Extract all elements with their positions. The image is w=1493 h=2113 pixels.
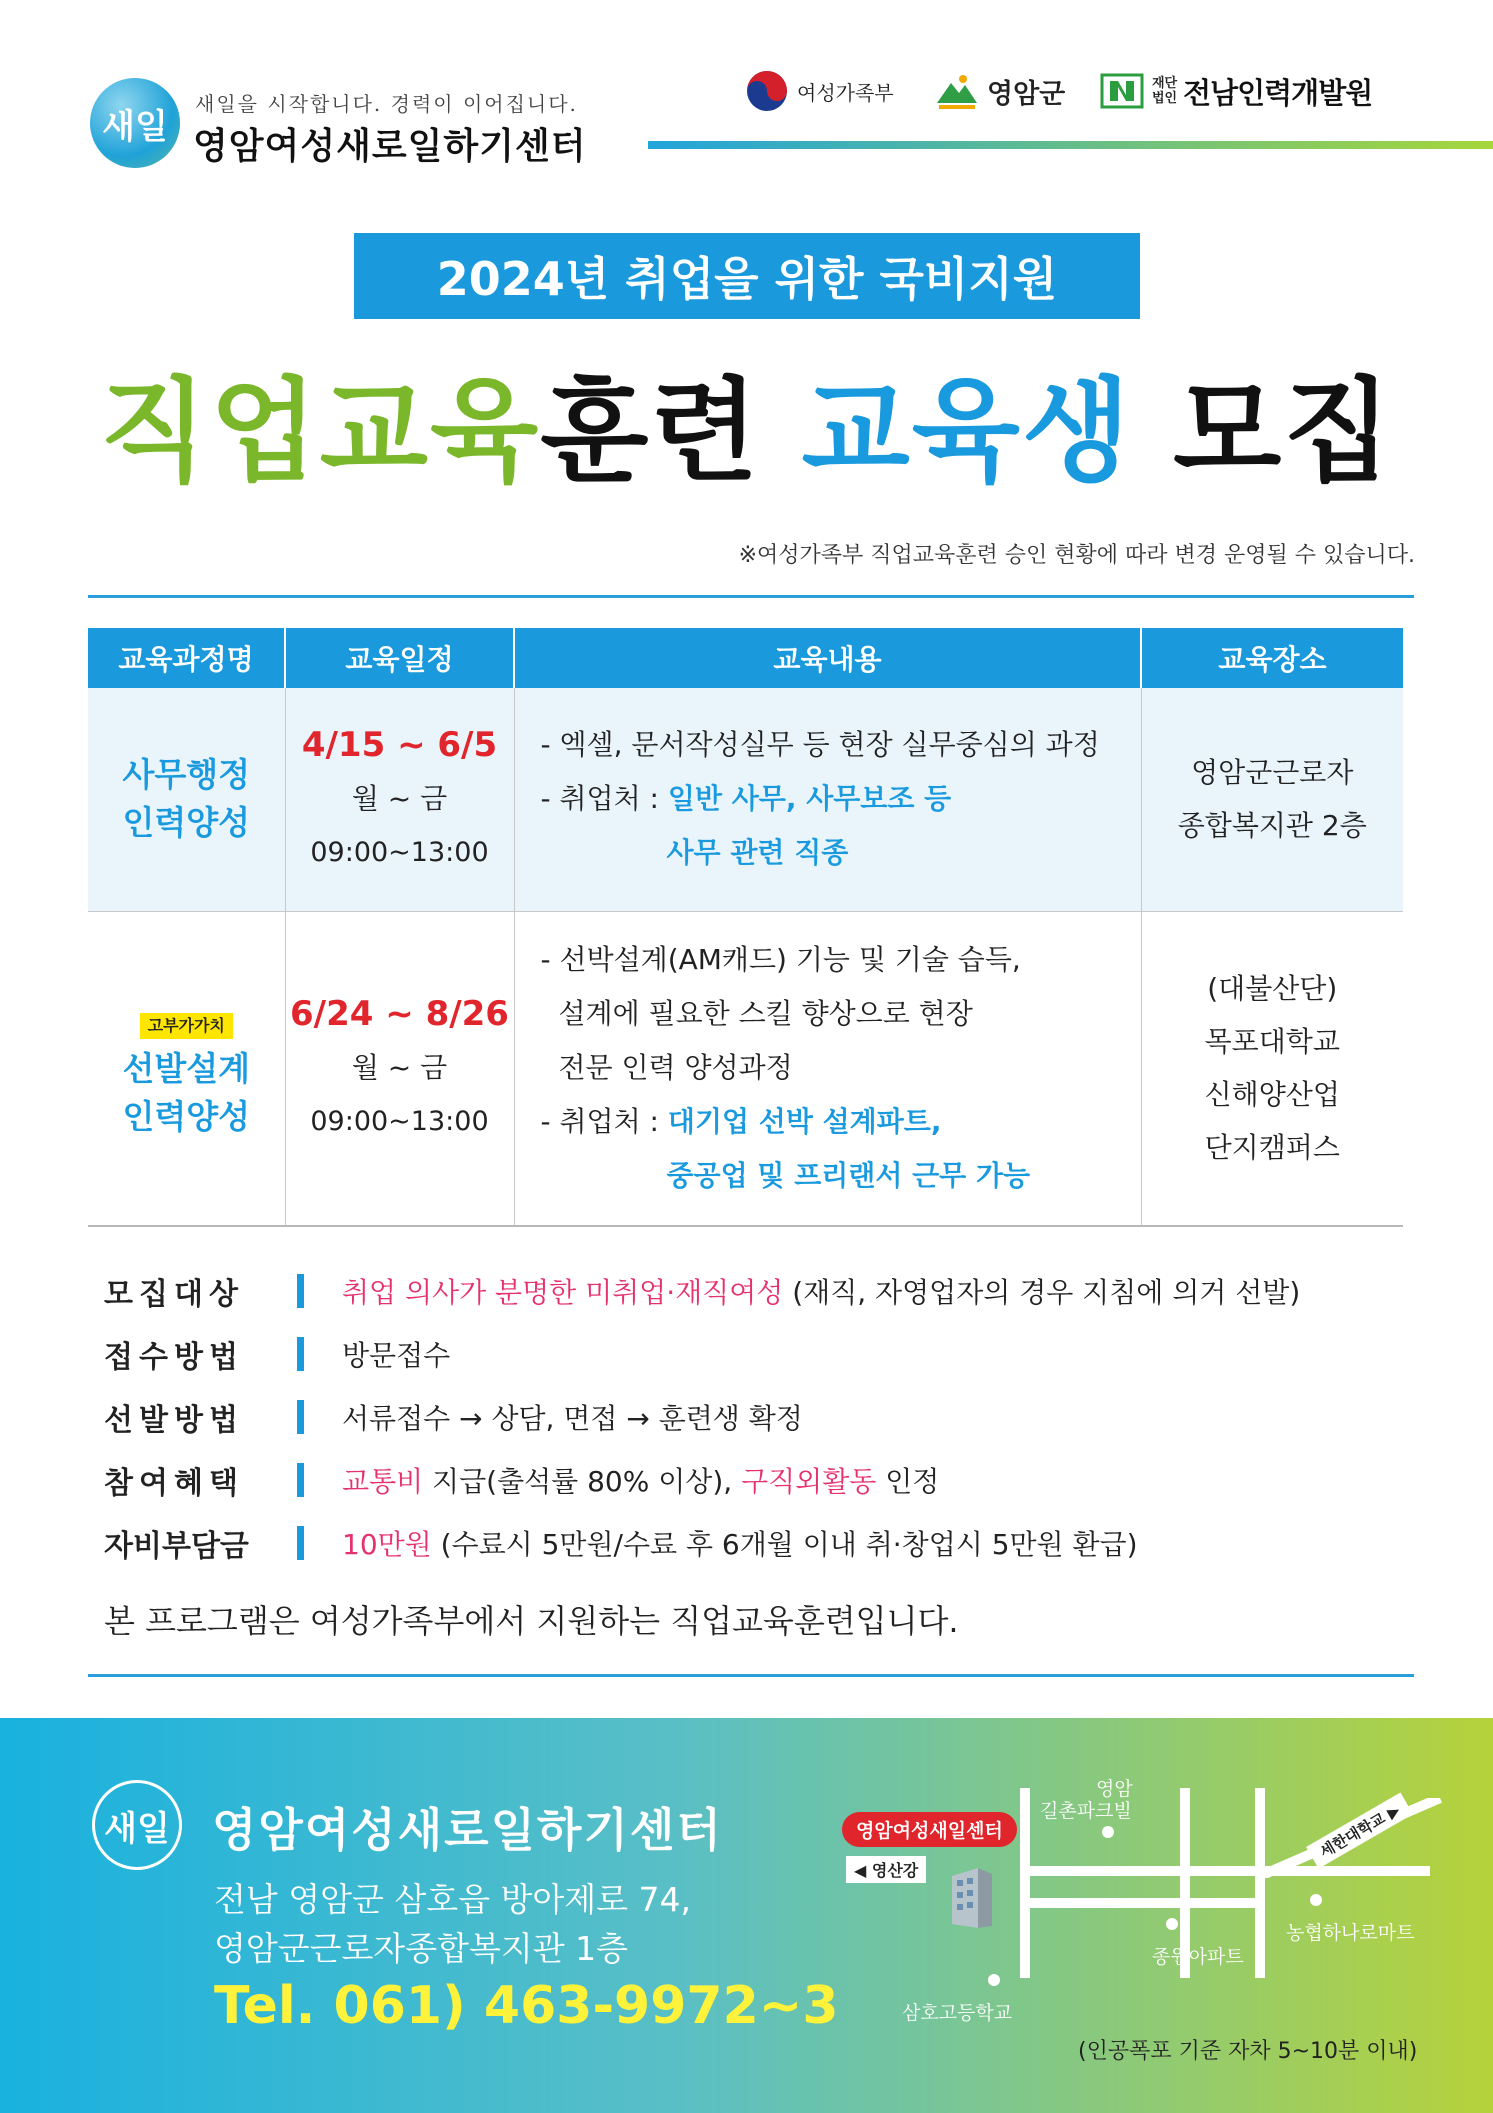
- map-dot: [1310, 1894, 1322, 1906]
- course-table: [88, 628, 1403, 1227]
- footer-center-name: 영암여성새로일하기센터: [212, 1803, 723, 1857]
- header-place: 교육장소: [1141, 628, 1403, 688]
- saeil-logo: [90, 78, 180, 168]
- info-target: 모집대상 취업 의사가 분명한 미취업·재직여성 (재직, 자영업자의 경우 지침에 의거 선발): [104, 1276, 1301, 1312]
- value-tag: 고부가가치: [140, 1013, 233, 1039]
- course-days: 월 ~ 금: [351, 782, 448, 816]
- course-name-cell: 고부가가치 선발설계 인력양성: [88, 911, 285, 1226]
- closing-text: 본 프로그램은 여성가족부에서 지원하는 직업교육훈련입니다.: [104, 1602, 959, 1640]
- footer-phone[interactable]: Tel. 061) 463-9972~3: [214, 1976, 839, 2036]
- footer: [0, 1718, 1493, 2113]
- table-header-row: [88, 628, 1403, 688]
- headline: [0, 362, 1493, 502]
- map-label-yeongam: 영암: [1096, 1778, 1133, 1800]
- map-pin-center: 영암여성새일센터: [842, 1812, 1017, 1847]
- map-direction-university: 세한대학교 ▶: [1306, 1792, 1413, 1868]
- course-time: 09:00~13:00: [310, 837, 489, 869]
- divider-top: [88, 595, 1414, 598]
- map-note: (인공폭포 기준 자차 5~10분 이내): [1078, 2039, 1418, 2064]
- partner-jnhrd-prefix: 재단 법인: [1152, 76, 1178, 106]
- table-row: [88, 911, 1403, 1226]
- map-label-samho-school: 삼호고등학교: [902, 2002, 1013, 2024]
- partner-mogef: [745, 66, 894, 116]
- info-selection: 선발방법 서류접수 → 상담, 면접 → 훈련생 확정: [104, 1402, 803, 1438]
- map-dot: [988, 1974, 1000, 1986]
- headline-part-4: 모집: [1173, 367, 1394, 497]
- headline-part-2: 훈련: [540, 367, 761, 497]
- mountain-icon: [935, 69, 979, 113]
- course-name-cell: 사무행정 인력양성: [88, 688, 285, 911]
- info-cost: 자비부담금 10만원 (수료시 5만원/수료 후 6개월 이내 취·창업시 5만원 환급): [104, 1528, 1138, 1564]
- taegeuk-icon: [745, 69, 789, 113]
- course-time: 09:00~13:00: [310, 1106, 489, 1138]
- header-schedule: 교육일정: [285, 628, 514, 688]
- map-dot: [1166, 1918, 1178, 1930]
- map-road: [1020, 1898, 1265, 1908]
- header-course-name: 교육과정명: [88, 628, 285, 688]
- partner-jnhrd: [1100, 66, 1372, 116]
- header-divider: [648, 141, 1493, 149]
- map-label-nonghyup: 농협하나로마트: [1286, 1922, 1415, 1944]
- place-cell: 영암군근로자 종합복지관 2층: [1141, 688, 1403, 911]
- course-date: 6/24 ~ 8/26: [290, 994, 509, 1035]
- footer-address-line-1: 전남 영암군 삼호읍 방아제로 74,: [214, 1880, 691, 1919]
- partner-mogef-label: 여성가족부: [797, 80, 894, 105]
- headline-part-1: 직업교육: [99, 367, 541, 497]
- location-map: [830, 1778, 1450, 2078]
- partner-yeongam: [935, 66, 1065, 116]
- course-days: 월 ~ 금: [351, 1051, 448, 1085]
- content-cell: - 선박설계(AM캐드) 기능 및 기술 습득, 설계에 필요한 스킬 향상으로 현장 전문 인력 양성과정 - 취업처 : 대기업 선박 설계파트, 중공업 및 프리랜서 근무 가능: [514, 911, 1141, 1226]
- map-direction-west: ◀ 영산강: [846, 1856, 926, 1883]
- map-dot: [1102, 1826, 1114, 1838]
- slogan: 새일을 시작합니다. 경력이 이어집니다.: [195, 92, 578, 116]
- headline-part-3: 교육생: [801, 367, 1133, 497]
- partner-jnhrd-label: 전남인력개발원: [1183, 75, 1373, 110]
- schedule-cell: [285, 911, 514, 1226]
- notice-text: ※여성가족부 직업교육훈련 승인 현황에 따라 변경 운영될 수 있습니다.: [738, 543, 1415, 568]
- map-road: [1020, 1788, 1030, 1978]
- partner-yeongam-label: 영암군: [987, 78, 1066, 110]
- n-logo-icon: [1100, 69, 1144, 113]
- map-label-jongwon: 종원아파트: [1152, 1946, 1244, 1968]
- info-apply: 접수방법 방문접수: [104, 1339, 451, 1375]
- info-benefit: 참여혜택 교통비 지급(출석률 80% 이상), 구직외활동 인정: [104, 1465, 940, 1501]
- footer-address-line-2: 영암군근로자종합복지관 1층: [214, 1929, 629, 1968]
- table-row: [88, 688, 1403, 911]
- content-cell: - 엑셀, 문서작성실무 등 현장 실무중심의 과정 - 취업처 : 일반 사무, 사무보조 등 사무 관련 직종: [514, 688, 1141, 911]
- course-date: 4/15 ~ 6/5: [301, 725, 498, 766]
- header-content: 교육내용: [514, 628, 1141, 688]
- divider-bottom: [88, 1674, 1414, 1677]
- place-cell: (대불산단) 목포대학교 신해양산업 단지캠퍼스: [1141, 911, 1403, 1226]
- schedule-cell: [285, 688, 514, 911]
- center-name: 영암여성새로일하기센터: [193, 126, 587, 167]
- map-label-gilchon: 길촌파크빌: [1040, 1800, 1132, 1822]
- partner-logos: [745, 66, 1425, 116]
- title-badge: 2024년 취업을 위한 국비지원: [354, 233, 1140, 319]
- building-icon: [948, 1866, 994, 1930]
- footer-logo: 새일: [92, 1780, 182, 1870]
- logo-text: 새일: [102, 106, 168, 147]
